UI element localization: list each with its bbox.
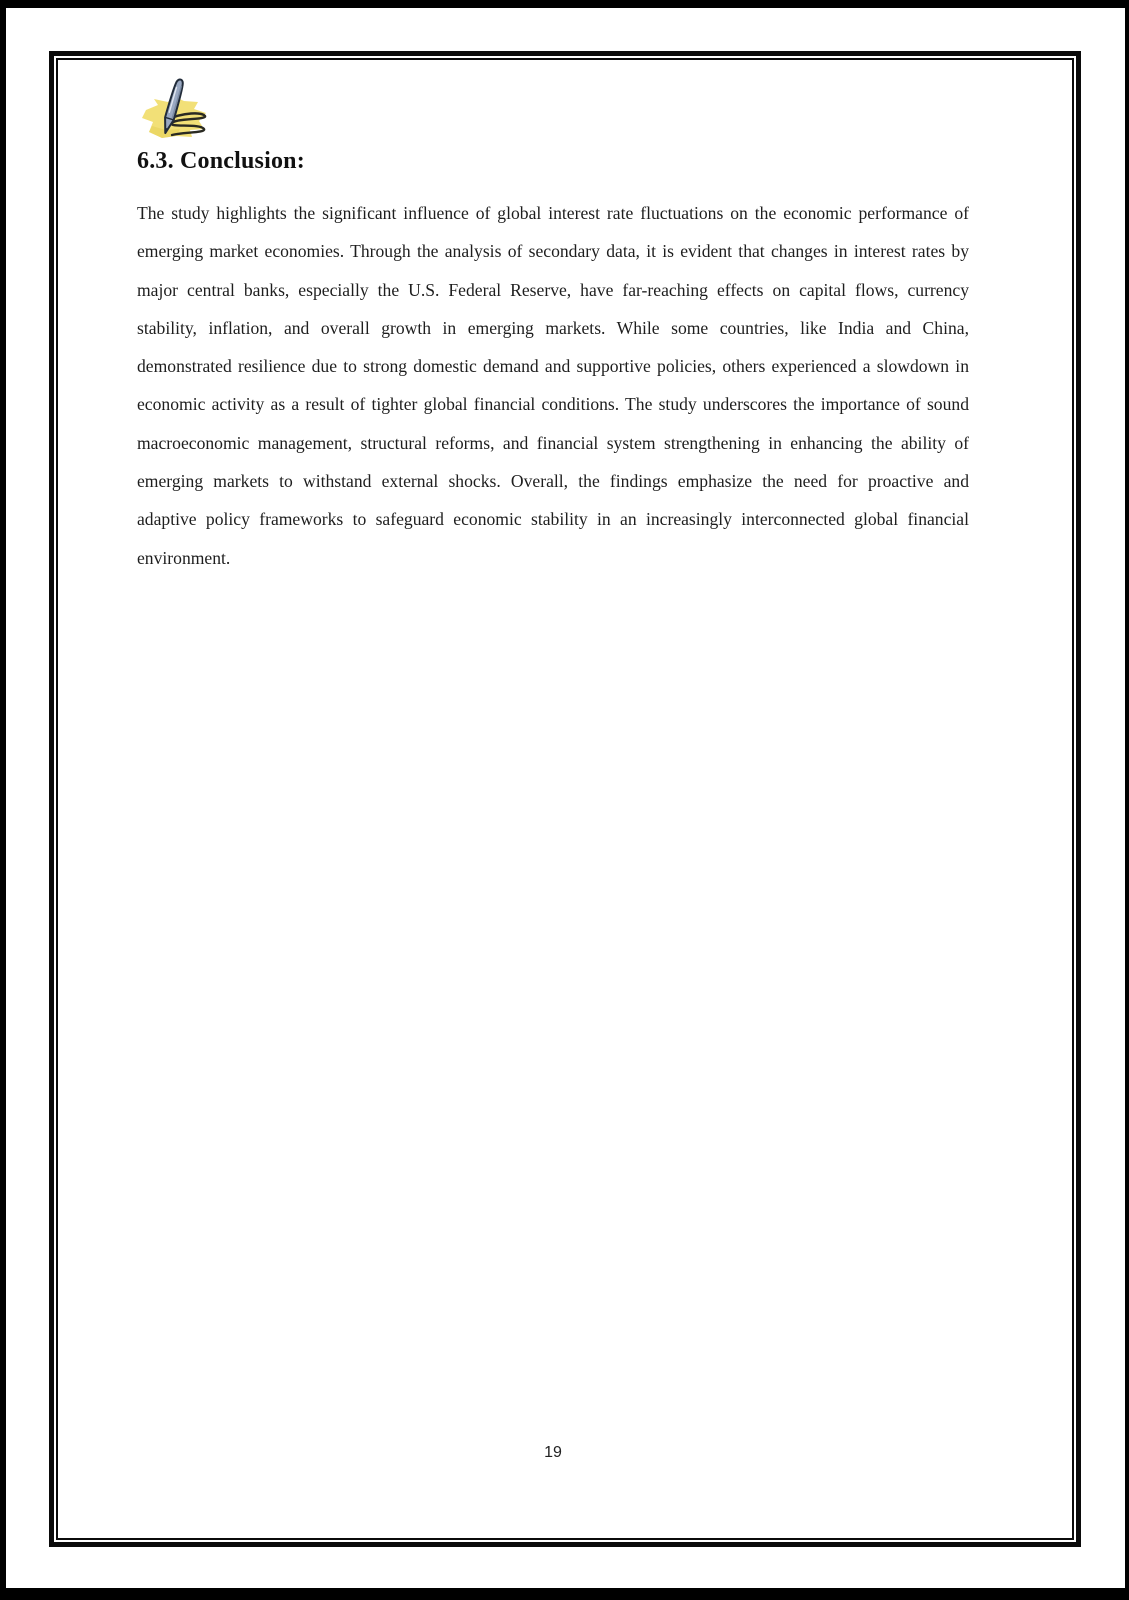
section-heading: 6.3. Conclusion: bbox=[137, 148, 305, 174]
page-number: 19 bbox=[544, 1444, 562, 1461]
pen-highlighter-icon bbox=[132, 74, 218, 148]
document-page bbox=[6, 8, 1125, 1588]
conclusion-paragraph: The study highlights the significant influence of global interest rate fluctuations on the economic performance of emerging market economies. Through the analysis of secondary data, it is evident that changes in interest rates by major central banks, especially the U.S. Federal Reserve, have far-reaching effects on capital flows, currency stability, inflation, and overall growth in emerging markets. While some countries, like India and China, demonstrated resilience due to strong domestic demand and supportive policies, others experienced a slowdown in economic activity as a result of tighter global financial conditions. The study underscores the importance of sound macroeconomic management, structural reforms, and financial system strengthening in enhancing the ability of emerging markets to withstand external shocks. Overall, the findings emphasize the need for proactive and adaptive policy frameworks to safeguard economic stability in an increasingly interconnected global financial environment. bbox=[137, 203, 969, 568]
